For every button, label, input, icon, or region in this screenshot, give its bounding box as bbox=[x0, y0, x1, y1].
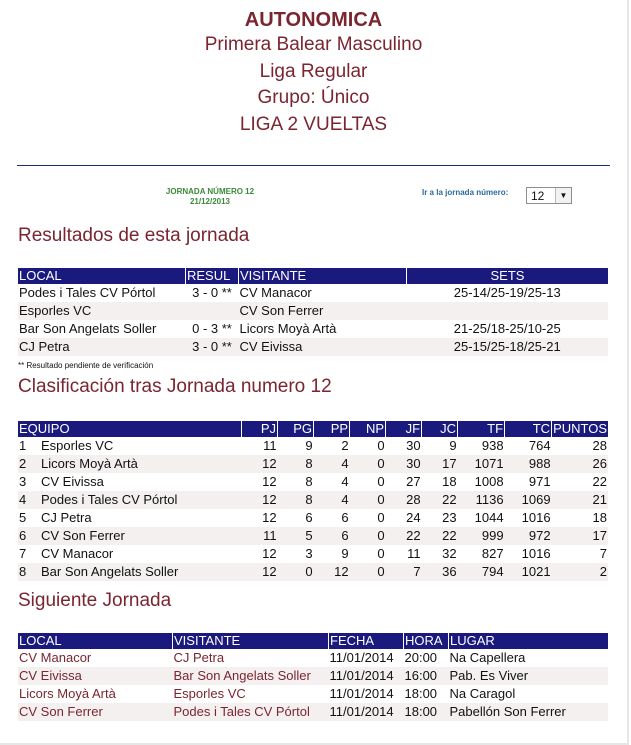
standing-team: CV Eivissa bbox=[41, 474, 104, 489]
standing-tc: 971 bbox=[528, 474, 551, 489]
next-time: 18:00 bbox=[404, 703, 449, 721]
standing-jf: 28 bbox=[386, 491, 422, 509]
standing-team: Esporles VC bbox=[41, 438, 114, 453]
standing-position: 2 bbox=[18, 455, 40, 473]
result-score: 3 - 0 ** bbox=[192, 285, 232, 300]
standing-pj: 12 bbox=[262, 474, 277, 489]
table-row bbox=[18, 284, 608, 302]
standing-tf: 1136 bbox=[458, 491, 505, 509]
jornada-select-value: 12 bbox=[531, 189, 545, 203]
standing-jc: 23 bbox=[442, 510, 457, 525]
standing-pj: 12 bbox=[262, 546, 277, 561]
standing-points: 17 bbox=[552, 527, 608, 545]
result-local: Esporles VC bbox=[18, 302, 186, 320]
next-visitor-link[interactable]: Esporles VC bbox=[173, 686, 246, 701]
standings-header-np: NP bbox=[350, 421, 386, 437]
result-sets bbox=[407, 302, 609, 320]
result-score: 0 - 3 ** bbox=[192, 321, 232, 336]
table-row bbox=[18, 338, 608, 356]
standing-jf: 22 bbox=[386, 527, 422, 545]
standing-tc: 1021 bbox=[505, 563, 552, 581]
next-header-time: HORA bbox=[404, 633, 449, 649]
standing-team: Licors Moyà Artà bbox=[40, 455, 242, 473]
standing-pp: 12 bbox=[314, 563, 350, 581]
next-date: 11/01/2014 bbox=[329, 686, 394, 701]
result-visitor: Licors Moyà Artà bbox=[239, 321, 337, 336]
standing-position: 5 bbox=[19, 510, 27, 525]
standing-np: 0 bbox=[377, 510, 385, 525]
standing-jf: 27 bbox=[406, 474, 421, 489]
table-row bbox=[18, 545, 608, 563]
result-local: CJ Petra bbox=[18, 338, 186, 356]
standing-position: 1 bbox=[19, 438, 27, 453]
standing-jf: 11 bbox=[407, 546, 421, 561]
next-local-link[interactable]: CV Son Ferrer bbox=[18, 703, 173, 721]
results-header-result: RESUL bbox=[186, 268, 239, 284]
standing-pj: 12 bbox=[242, 563, 278, 581]
standing-team: CJ Petra bbox=[41, 510, 92, 525]
standings-header-pj: PJ bbox=[242, 421, 278, 437]
standing-position: 8 bbox=[18, 563, 40, 581]
standing-pg: 6 bbox=[305, 510, 313, 525]
table-row bbox=[18, 302, 608, 320]
next-header-place: LUGAR bbox=[449, 633, 609, 649]
standing-position: 6 bbox=[18, 527, 40, 545]
table-row bbox=[18, 527, 608, 545]
standing-jc: 9 bbox=[449, 438, 457, 453]
results-title: Resultados de esta jornada bbox=[18, 225, 250, 246]
standing-points: 26 bbox=[552, 455, 608, 473]
standing-np: 0 bbox=[350, 527, 386, 545]
competition-group: Grupo: Único bbox=[257, 87, 370, 108]
standing-points: 2 bbox=[552, 563, 608, 581]
standing-np: 0 bbox=[350, 455, 386, 473]
jornada-select[interactable] bbox=[526, 187, 572, 204]
result-visitor: CV Eivissa bbox=[239, 338, 407, 356]
standing-pg: 8 bbox=[278, 491, 314, 509]
next-date: 11/01/2014 bbox=[329, 650, 394, 665]
competition-format: LIGA 2 VUELTAS bbox=[239, 113, 388, 135]
next-header-local: LOCAL bbox=[18, 633, 173, 649]
table-row bbox=[18, 703, 608, 721]
next-time: 16:00 bbox=[404, 667, 449, 685]
standing-pp: 6 bbox=[314, 527, 350, 545]
next-header-row bbox=[18, 633, 608, 649]
next-visitor-link[interactable]: Bar Son Angelats Soller bbox=[173, 667, 329, 685]
standing-pg: 9 bbox=[305, 438, 313, 453]
table-row bbox=[18, 667, 608, 685]
next-place: Pab. Es Viver bbox=[449, 667, 609, 685]
standing-position: 3 bbox=[19, 474, 27, 489]
standing-points: 28 bbox=[592, 438, 607, 453]
standings-header-jc: JC bbox=[422, 421, 458, 437]
standings-header-tf: TF bbox=[458, 421, 505, 437]
standing-tf: 938 bbox=[481, 438, 504, 453]
standings-header-tc: TC bbox=[505, 421, 552, 437]
standing-tc: 1016 bbox=[521, 546, 551, 561]
result-sets: 25-15/25-18/25-21 bbox=[407, 338, 609, 356]
result-sets: 21-25/18-25/10-25 bbox=[453, 321, 561, 336]
result-visitor: CV Son Ferrer bbox=[239, 302, 407, 320]
standing-tf: 827 bbox=[481, 546, 504, 561]
table-row bbox=[18, 491, 608, 509]
standings-header-jf: JF bbox=[386, 421, 422, 437]
competition-header bbox=[0, 8, 627, 138]
next-local-link[interactable]: CV Eivissa bbox=[18, 667, 173, 685]
standing-team: Bar Son Angelats Soller bbox=[40, 563, 242, 581]
standing-team: CV Son Ferrer bbox=[40, 527, 242, 545]
standing-np: 0 bbox=[377, 438, 385, 453]
table-row bbox=[18, 320, 608, 338]
next-local-link[interactable]: CV Manacor bbox=[19, 650, 92, 665]
standing-tc: 1069 bbox=[505, 491, 552, 509]
standing-pg: 0 bbox=[278, 563, 314, 581]
standing-pp: 6 bbox=[341, 510, 349, 525]
results-header-visitor: VISITANTE bbox=[239, 268, 407, 284]
standings-header-team: EQUIPO bbox=[18, 421, 242, 437]
standing-points: 18 bbox=[592, 510, 607, 525]
standing-jf: 24 bbox=[406, 510, 421, 525]
standing-pj: 12 bbox=[242, 491, 278, 509]
standing-pg: 3 bbox=[305, 546, 313, 561]
next-header-date: FECHA bbox=[329, 633, 404, 649]
result-score bbox=[186, 302, 239, 320]
standings-header-points: PUNTOS bbox=[553, 421, 607, 436]
standing-jc: 17 bbox=[422, 455, 458, 473]
standing-points: 21 bbox=[552, 491, 608, 509]
next-date: 11/01/2014 bbox=[329, 667, 404, 685]
standing-pj: 12 bbox=[262, 510, 277, 525]
standings-title: Clasificación tras Jornada numero 12 bbox=[18, 376, 332, 397]
results-header-row bbox=[18, 268, 608, 284]
standing-tc: 972 bbox=[505, 527, 552, 545]
next-place: Na Capellera bbox=[449, 650, 526, 665]
next-date: 11/01/2014 bbox=[329, 703, 404, 721]
result-local: Bar Son Angelats Soller bbox=[19, 321, 157, 336]
next-visitor-link[interactable]: Podes i Tales CV Pórtol bbox=[173, 703, 329, 721]
table-row bbox=[18, 509, 608, 527]
goto-jornada-label: Ir a la jornada número: bbox=[422, 188, 509, 197]
standing-points: 7 bbox=[599, 546, 607, 561]
standing-tc: 764 bbox=[528, 438, 551, 453]
standings-header-row bbox=[18, 421, 608, 437]
standings-table bbox=[18, 421, 608, 581]
standing-jf: 30 bbox=[406, 438, 421, 453]
standing-pp: 2 bbox=[341, 438, 349, 453]
standing-pj: 11 bbox=[263, 438, 277, 453]
standing-jc: 22 bbox=[422, 527, 458, 545]
competition-title: AUTONOMICA bbox=[244, 9, 383, 31]
standing-team: Podes i Tales CV Pórtol bbox=[40, 491, 242, 509]
jornada-label: JORNADA NÚMERO 12 bbox=[165, 187, 255, 196]
standing-tc: 988 bbox=[505, 455, 552, 473]
competition-phase: Liga Regular bbox=[259, 60, 368, 82]
table-row bbox=[18, 563, 608, 581]
header-divider bbox=[17, 165, 610, 166]
standing-pj: 12 bbox=[242, 455, 278, 473]
standing-tf: 999 bbox=[458, 527, 505, 545]
standing-pp: 4 bbox=[314, 491, 350, 509]
standing-pg: 5 bbox=[278, 527, 314, 545]
standings-header-pp: PP bbox=[314, 421, 350, 437]
jornada-info bbox=[148, 187, 272, 207]
standing-tf: 1044 bbox=[474, 510, 504, 525]
next-place: Pabellón Son Ferrer bbox=[449, 703, 609, 721]
standing-pp: 4 bbox=[314, 455, 350, 473]
standing-np: 0 bbox=[350, 563, 386, 581]
table-row bbox=[18, 685, 608, 703]
standing-np: 0 bbox=[377, 474, 385, 489]
result-local: Podes i Tales CV Pórtol bbox=[19, 285, 156, 300]
standing-jf: 30 bbox=[386, 455, 422, 473]
standing-position: 4 bbox=[18, 491, 40, 509]
next-time: 18:00 bbox=[404, 686, 438, 701]
standing-tf: 794 bbox=[458, 563, 505, 581]
next-header-visitor: VISITANTE bbox=[173, 633, 329, 649]
standing-np: 0 bbox=[377, 546, 385, 561]
results-header-local: LOCAL bbox=[18, 268, 186, 284]
standing-team: CV Manacor bbox=[41, 546, 114, 561]
result-sets: 25-14/25-19/25-13 bbox=[453, 285, 561, 300]
standing-jc: 22 bbox=[422, 491, 458, 509]
standing-pp: 9 bbox=[341, 546, 349, 561]
standing-np: 0 bbox=[350, 491, 386, 509]
next-time: 20:00 bbox=[404, 650, 438, 665]
table-row bbox=[18, 473, 608, 491]
results-note: ** Resultado pendiente de verificación bbox=[18, 361, 154, 370]
jornada-date: 21/12/2013 bbox=[189, 197, 231, 206]
standing-points: 22 bbox=[592, 474, 607, 489]
standing-jc: 36 bbox=[422, 563, 458, 581]
standing-jc: 32 bbox=[442, 546, 457, 561]
chevron-down-icon[interactable]: ▼ bbox=[555, 188, 571, 203]
next-place: Na Caragol bbox=[449, 686, 516, 701]
standing-tf: 1071 bbox=[458, 455, 505, 473]
competition-category: Primera Balear Masculino bbox=[204, 34, 423, 55]
standing-jc: 18 bbox=[442, 474, 457, 489]
standing-tc: 1016 bbox=[521, 510, 551, 525]
results-table bbox=[18, 268, 608, 356]
table-row bbox=[18, 455, 608, 473]
standing-pp: 4 bbox=[341, 474, 349, 489]
next-title: Siguiente Jornada bbox=[18, 590, 172, 611]
table-row bbox=[18, 437, 608, 455]
standing-pj: 11 bbox=[242, 527, 278, 545]
result-score: 3 - 0 ** bbox=[186, 338, 239, 356]
next-local-link[interactable]: Licors Moyà Artà bbox=[19, 686, 116, 701]
standing-pg: 8 bbox=[305, 474, 313, 489]
standing-pg: 8 bbox=[278, 455, 314, 473]
next-visitor-link[interactable]: CJ Petra bbox=[173, 650, 225, 665]
result-visitor: CV Manacor bbox=[239, 285, 312, 300]
standing-tf: 1008 bbox=[474, 474, 504, 489]
next-table bbox=[18, 633, 608, 721]
standing-jf: 7 bbox=[386, 563, 422, 581]
results-header-sets: SETS bbox=[407, 268, 609, 284]
standings-header-pg: PG bbox=[278, 421, 314, 437]
table-row bbox=[18, 649, 608, 667]
standing-position: 7 bbox=[19, 546, 27, 561]
